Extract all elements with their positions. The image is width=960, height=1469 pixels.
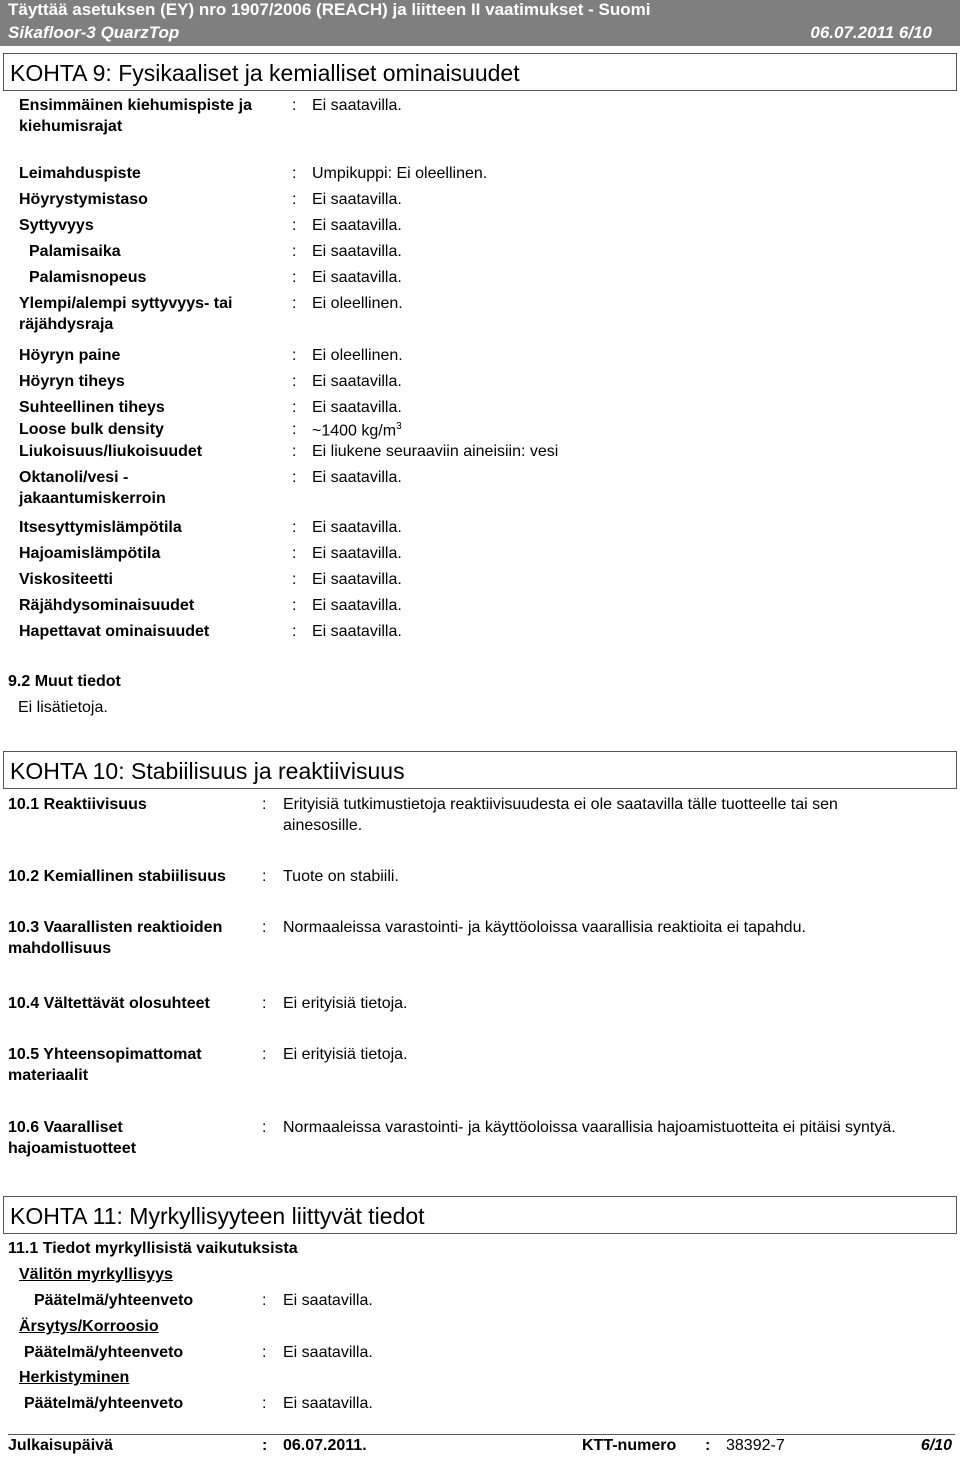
reactivity-label: 10.4 Vältettävät olosuhteet <box>8 995 210 1012</box>
property-label: Palamisaika <box>29 243 121 260</box>
property-value-text: Ei saatavilla. <box>312 545 402 562</box>
section-11-title: KOHTA 11: Myrkyllisyyteen liittyvät tiedot <box>10 1203 425 1229</box>
footer-issue-date: 06.07.2011. <box>283 1437 367 1454</box>
property-value <box>312 469 402 487</box>
property-value-text: Ei saatavilla. <box>312 217 402 234</box>
property-colon: : <box>292 443 297 460</box>
reactivity-value: Ei erityisiä tietoja. <box>283 995 408 1012</box>
property-value <box>312 519 402 537</box>
property-value <box>312 545 402 563</box>
reactivity-label-continued: materiaalit <box>8 1067 89 1084</box>
property-label: Oktanoli/vesi - <box>19 469 129 486</box>
property-label: Viskositeetti <box>19 571 113 588</box>
property-value <box>312 347 403 365</box>
reactivity-value: Tuote on stabiili. <box>283 868 399 885</box>
reactivity-colon: : <box>262 1046 267 1063</box>
property-label: Höyrystymistaso <box>19 191 148 208</box>
property-value <box>312 597 402 615</box>
section-11-header <box>3 1196 957 1234</box>
footer-issue-label: Julkaisupäivä <box>8 1437 113 1454</box>
reactivity-label: 10.5 Yhteensopimattomat <box>8 1046 202 1063</box>
property-label: Liukoisuus/liukoisuudet <box>19 443 203 460</box>
reactivity-label: 10.2 Kemiallinen stabiilisuus <box>8 868 226 885</box>
property-label: Loose bulk density <box>19 421 164 438</box>
reactivity-label-continued: hajoamistuotteet <box>8 1140 137 1157</box>
footer-colon: : <box>262 1437 268 1454</box>
property-label: Höyryn paine <box>19 347 121 364</box>
toxicity-value: Ei saatavilla. <box>283 1292 373 1309</box>
toxicity-value: Ei saatavilla. <box>283 1395 373 1412</box>
property-value-text: Ei saatavilla. <box>312 269 402 286</box>
property-colon: : <box>292 191 297 208</box>
property-value-text: Ei liukene seuraaviin aineisiin: vesi <box>312 443 559 460</box>
subsection-9-2-text: Ei lisätietoja. <box>18 699 108 716</box>
reactivity-value: Normaaleissa varastointi- ja käyttöoloissa vaarallisia reaktioita ei tapahdu. <box>283 919 806 936</box>
property-value-text: Ei saatavilla. <box>312 519 402 536</box>
property-value-text: Ei saatavilla. <box>312 623 402 640</box>
reactivity-value-continued: ainesosille. <box>283 817 363 834</box>
property-value <box>312 373 402 391</box>
reactivity-label: 10.3 Vaarallisten reaktioiden <box>8 919 223 936</box>
reactivity-colon: : <box>262 919 267 936</box>
property-colon: : <box>292 421 297 438</box>
property-label: Itsesyttymislämpötila <box>19 519 182 536</box>
property-value-text: Ei saatavilla. <box>312 97 402 114</box>
footer-colon: : <box>705 1437 711 1454</box>
property-colon: : <box>292 243 297 260</box>
section-9-header <box>3 53 957 91</box>
property-value-text: Ei saatavilla. <box>312 373 402 390</box>
reactivity-value: Normaaleissa varastointi- ja käyttöoloissa vaarallisia hajoamistuotteita ei pitäisi syntyä. <box>283 1119 896 1136</box>
property-label: Suhteellinen tiheys <box>19 399 165 416</box>
reactivity-value: Erityisiä tutkimustietoja reaktiivisuudesta ei ole saatavilla tälle tuotteelle tai sen <box>283 796 838 813</box>
property-colon: : <box>292 165 297 182</box>
toxicity-label: Päätelmä/yhteenveto <box>34 1292 194 1309</box>
property-value <box>312 421 402 440</box>
property-value <box>312 217 402 235</box>
header-date-page: 06.07.2011 6/10 <box>810 23 932 42</box>
property-colon: : <box>292 571 297 588</box>
property-colon: : <box>292 519 297 536</box>
property-colon: : <box>292 97 297 114</box>
property-value-text: Ei oleellinen. <box>312 295 403 312</box>
property-value <box>312 243 402 261</box>
toxicity-value: Ei saatavilla. <box>283 1344 373 1361</box>
property-value-text: Ei saatavilla. <box>312 571 402 588</box>
property-value-text: Ei saatavilla. <box>312 469 402 486</box>
reactivity-label: 10.6 Vaaralliset <box>8 1119 123 1136</box>
property-value <box>312 443 558 461</box>
section-10-title: KOHTA 10: Stabiilisuus ja reaktiivisuus <box>10 758 405 784</box>
property-value-text: Umpikuppi: Ei oleellinen. <box>312 165 488 182</box>
toxicity-colon: : <box>262 1344 267 1361</box>
property-label: Ensimmäinen kiehumispiste ja <box>19 97 252 114</box>
property-colon: : <box>292 469 297 486</box>
toxicity-label: Päätelmä/yhteenveto <box>24 1344 184 1361</box>
subsection-11-1-title: 11.1 Tiedot myrkyllisistä vaikutuksista <box>8 1240 298 1257</box>
property-value-text: Ei saatavilla. <box>312 191 402 208</box>
toxicity-colon: : <box>262 1292 267 1309</box>
toxicity-colon: : <box>262 1395 267 1412</box>
footer-page-number: 6/10 <box>920 1437 952 1454</box>
property-label-continued: jakaantumiskerroin <box>19 490 166 507</box>
property-label: Palamisnopeus <box>29 269 147 286</box>
reactivity-label-continued: mahdollisuus <box>8 940 112 957</box>
property-label: Hapettavat ominaisuudet <box>19 623 210 640</box>
property-colon: : <box>292 295 297 312</box>
unit-superscript: 3 <box>396 421 402 432</box>
property-label: Syttyvyys <box>19 217 94 234</box>
reactivity-value: Ei erityisiä tietoja. <box>283 1046 408 1063</box>
property-colon: : <box>292 597 297 614</box>
property-label-continued: kiehumisrajat <box>19 118 123 135</box>
reactivity-colon: : <box>262 995 267 1012</box>
property-label: Hajoamislämpötila <box>19 545 161 562</box>
property-colon: : <box>292 623 297 640</box>
toxicity-subheading: Ärsytys/Korroosio <box>19 1318 159 1335</box>
header-regulation-text: Täyttää asetuksen (EY) nro 1907/2006 (REACH) ja liitteen II vaatimukset - Suomi <box>8 0 651 19</box>
property-colon: : <box>292 347 297 364</box>
property-value-text: ~1400 kg/m <box>312 422 397 440</box>
property-value <box>312 97 402 115</box>
footer-ktt-number: 38392-7 <box>726 1437 785 1454</box>
property-colon: : <box>292 373 297 390</box>
reactivity-colon: : <box>262 796 267 813</box>
property-value <box>312 165 487 183</box>
property-label: Ylempi/alempi syttyvyys- tai <box>19 295 233 312</box>
property-colon: : <box>292 217 297 234</box>
property-value <box>312 623 402 641</box>
footer-ktt-label: KTT-numero <box>582 1437 677 1454</box>
reactivity-colon: : <box>262 868 267 885</box>
section-9-title: KOHTA 9: Fysikaaliset ja kemialliset ominaisuudet <box>10 60 520 86</box>
property-colon: : <box>292 269 297 286</box>
toxicity-subheading: Välitön myrkyllisyys <box>19 1266 173 1283</box>
property-value <box>312 191 402 209</box>
property-label: Leimahduspiste <box>19 165 141 182</box>
reactivity-colon: : <box>262 1119 267 1136</box>
property-label: Höyryn tiheys <box>19 373 125 390</box>
toxicity-label: Päätelmä/yhteenveto <box>24 1395 184 1412</box>
property-value <box>312 399 402 417</box>
property-value-text: Ei saatavilla. <box>312 243 402 260</box>
property-colon: : <box>292 399 297 416</box>
property-value <box>312 269 402 287</box>
property-label: Räjähdysominaisuudet <box>19 597 195 614</box>
toxicity-subheading: Herkistyminen <box>19 1369 130 1386</box>
section-10-header <box>3 751 957 789</box>
header-product-name: Sikafloor-3 QuarzTop <box>8 23 180 42</box>
subsection-9-2-title: 9.2 Muut tiedot <box>8 673 121 690</box>
property-value <box>312 295 403 313</box>
reactivity-label: 10.1 Reaktiivisuus <box>8 796 147 813</box>
property-value-text: Ei saatavilla. <box>312 399 402 416</box>
property-value-text: Ei oleellinen. <box>312 347 403 364</box>
property-colon: : <box>292 545 297 562</box>
property-value-text: Ei saatavilla. <box>312 597 402 614</box>
property-value <box>312 571 402 589</box>
property-label-continued: räjähdysraja <box>19 316 114 333</box>
footer-divider <box>8 1434 955 1435</box>
